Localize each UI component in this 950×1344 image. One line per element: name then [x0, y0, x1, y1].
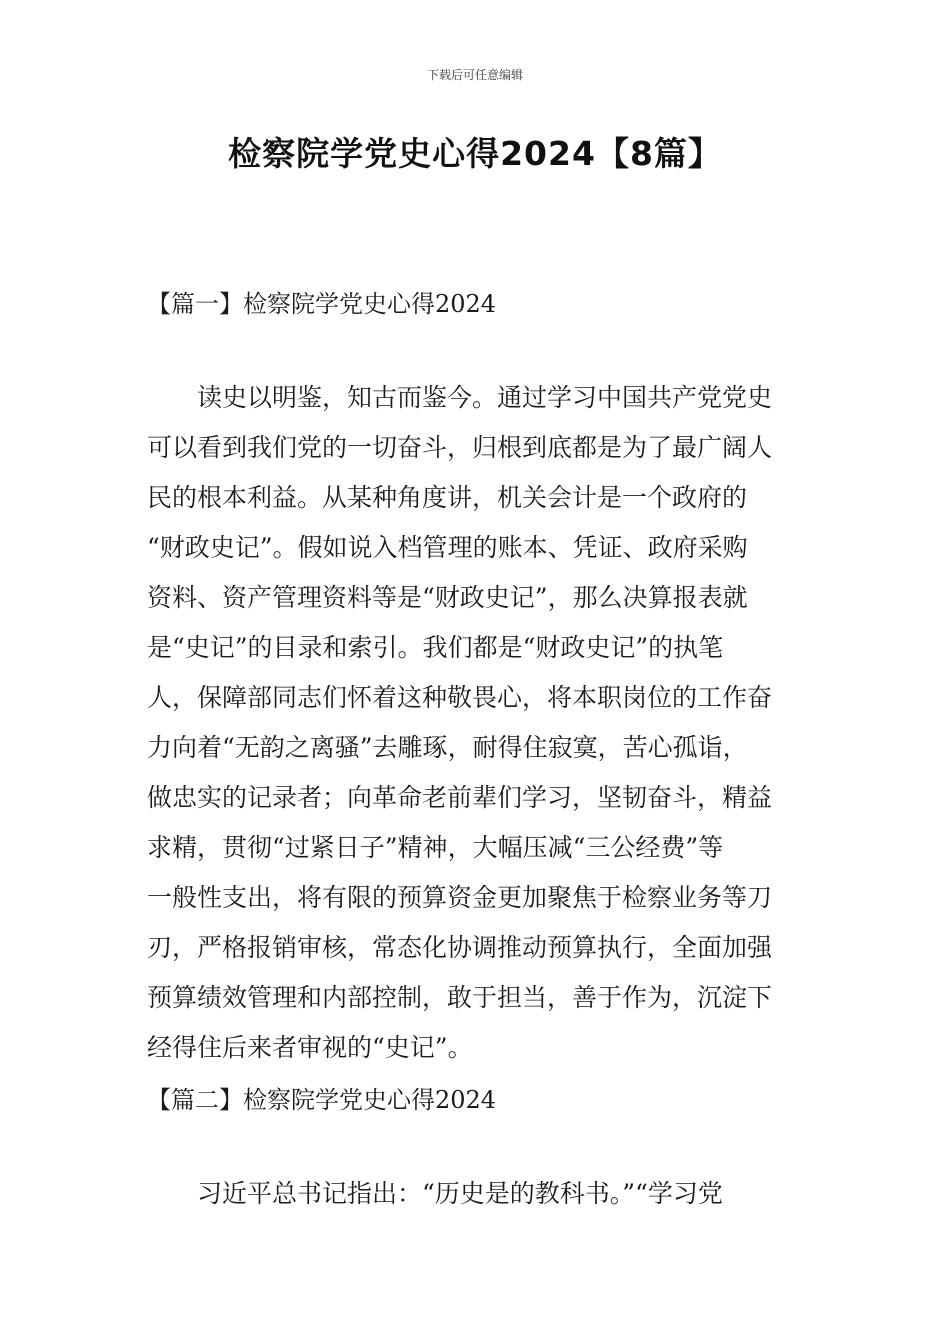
- paragraph-line: 经得住后来者审视的“史记”。: [147, 1033, 473, 1062]
- paragraph-line: 求精，贯彻“过紧日子”精神，大幅压减“三公经费”等: [147, 833, 724, 862]
- paragraph-line: 习近平总书记指出：“历史是的教科书。”“学习党: [197, 1179, 723, 1208]
- paragraph-line: 读史以明鉴，知古而鉴今。通过学习中国共产党党史: [197, 383, 773, 412]
- paragraph-line: “财政史记”。假如说入档管理的账本、凭证、政府采购: [147, 533, 748, 562]
- paragraph-line: 民的根本利益。从某种角度讲，机关会计是一个政府的: [147, 483, 748, 512]
- header-note: 下载后可任意编辑: [426, 68, 523, 82]
- paragraph-line: 做忠实的记录者；向革命老前辈们学习，坚韧奋斗，精益: [147, 783, 773, 812]
- paragraph-line: 可以看到我们党的一切奋斗，归根到底都是为了最广阔人: [147, 433, 773, 462]
- paragraph-line: 一般性支出，将有限的预算资金更加聚焦于检察业务等刀: [147, 883, 773, 912]
- paragraph-line: 是“史记”的目录和索引。我们都是“财政史记”的执笔: [147, 633, 724, 662]
- section-heading-1: 【篇一】检察院学党史心得2024: [147, 290, 497, 318]
- section-heading-2: 【篇二】检察院学党史心得2024: [147, 1086, 497, 1114]
- paragraph-line: 力向着“无韵之离骚”去雕琢，耐得住寂寞，苦心孤诣，: [147, 733, 748, 762]
- paragraph-line: 人，保障部同志们怀着这种敬畏心，将本职岗位的工作奋: [147, 683, 773, 712]
- paragraph-line: 资料、资产管理资料等是“财政史记”，那么决算报表就: [147, 583, 748, 612]
- paragraph-line: 预算绩效管理和内部控制，敢于担当，善于作为，沉淀下: [147, 983, 773, 1012]
- document-title: 检察院学党史心得2024【8篇】: [228, 134, 722, 173]
- paragraph-line: 刃，严格报销审核，常态化协调推动预算执行，全面加强: [147, 933, 773, 962]
